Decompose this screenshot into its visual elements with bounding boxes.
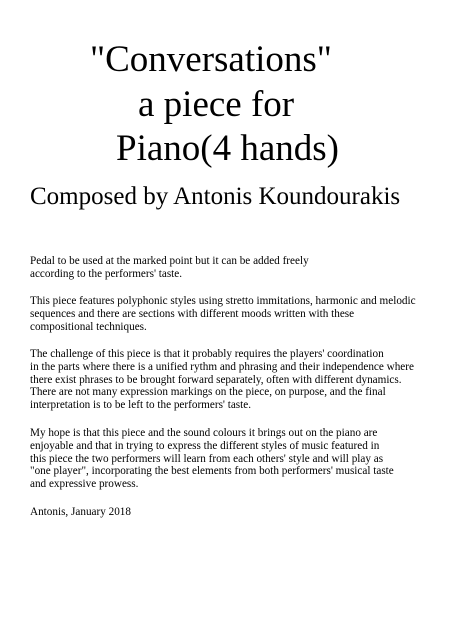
paragraph-line: and expressive prowess. [30, 478, 139, 491]
paragraph-line: The challenge of this piece is that it probably requires the players' coordination [30, 348, 384, 360]
paragraph-styles [30, 295, 440, 333]
paragraph-line: This piece features polyphonic styles using stretto immitations, harmonic and melodic [30, 295, 416, 307]
title-line-1: "Conversations" [90, 39, 332, 80]
signature: Antonis, January 2018 [30, 506, 131, 518]
paragraph-line: Pedal to be used at the marked point but it can be added freely [30, 255, 309, 267]
title-line-2: a piece for [138, 84, 295, 125]
paragraph-line: in the parts where there is a unified rythm and phrasing and their independence where [30, 360, 414, 373]
title-line-3: Piano(4 hands) [116, 128, 339, 169]
paragraph-line: compositional techniques. [30, 320, 147, 333]
paragraph-line: interpretation is to be left to the performers' taste. [30, 399, 252, 412]
paragraph-line: "one player", incorporating the best elements from both performers' musical taste [30, 465, 394, 478]
paragraph-line: There are not many expression markings on the piece, on purpose, and the final [30, 386, 386, 399]
paragraph-line: this piece the two performers will learn from each others' style and will play as [30, 452, 384, 465]
paragraph-pedal [30, 255, 440, 281]
paragraph-line: enjoyable and that in trying to express the different styles of music featured in [30, 439, 380, 452]
paragraph-line: sequences and there are sections with different moods written with these [30, 307, 355, 320]
paragraph-line: there exist phrases to be brought forward separately, often with different dynamics. [30, 373, 402, 386]
paragraph-line: according to the performers' taste. [30, 267, 183, 280]
paragraph-hope [30, 427, 440, 491]
composer-line: Composed by Antonis Koundourakis [30, 183, 401, 210]
paragraph-challenge [30, 348, 440, 412]
paragraph-line: My hope is that this piece and the sound colours it brings out on the piano are [30, 427, 378, 439]
